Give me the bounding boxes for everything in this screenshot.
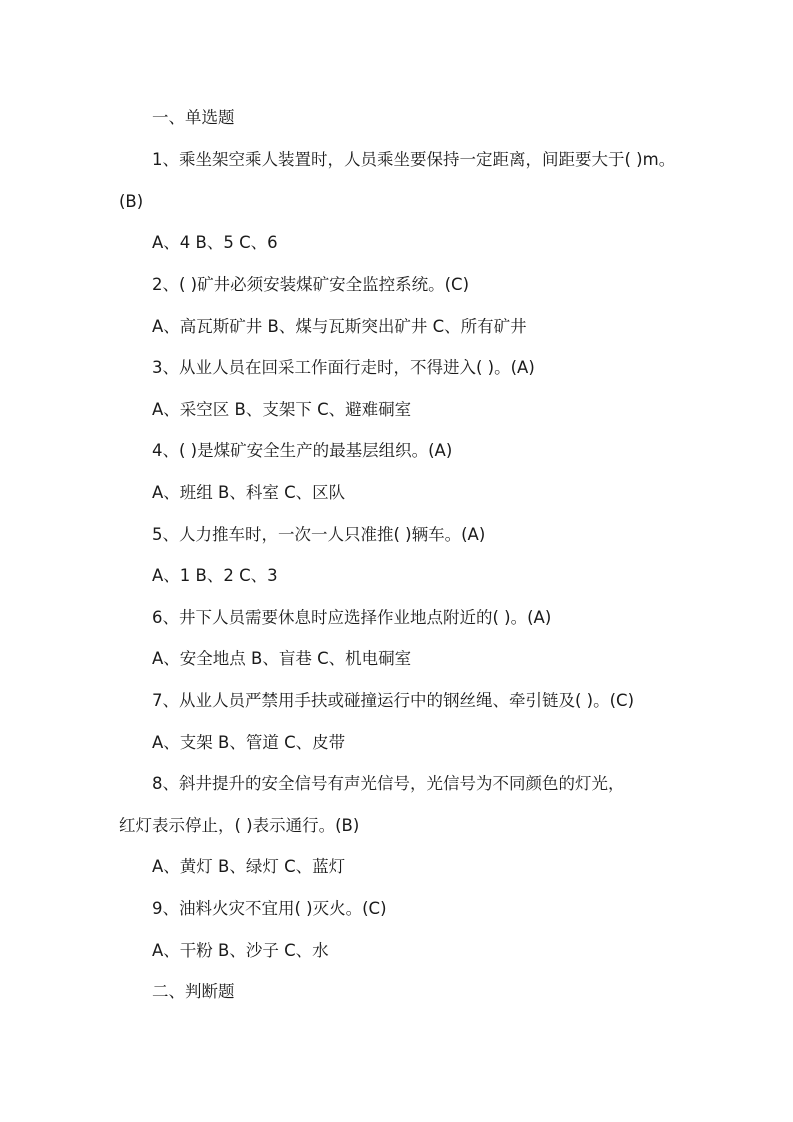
question-9: 9、油料火灾不宜用( )灭火。(C) [152,899,387,918]
question-1-options: A、4 B、5 C、6 [152,233,278,252]
question-8: 8、斜井提升的安全信号有声光信号，光信号为不同颜色的灯光， [152,774,625,793]
question-9-options: A、干粉 B、沙子 C、水 [152,941,329,960]
question-1-answer: (B) [119,192,144,211]
question-1: 1、乘坐架空乘人装置时，人员乘坐要保持一定距离，间距要大于( )m。 [152,150,676,169]
section-heading-true-false: 二、判断题 [152,982,235,1001]
question-8-options: A、黄灯 B、绿灯 C、蓝灯 [152,857,346,876]
question-5: 5、人力推车时，一次一人只准推( )辆车。(A) [152,525,486,544]
question-6-options: A、安全地点 B、盲巷 C、机电硐室 [152,649,412,668]
question-3: 3、从业人员在回采工作面行走时，不得进入( )。(A) [152,358,535,377]
question-5-options: A、1 B、2 C、3 [152,566,278,585]
question-6: 6、井下人员需要休息时应选择作业地点附近的( )。(A) [152,608,552,627]
question-7: 7、从业人员严禁用手扶或碰撞运行中的钢丝绳、牵引链及( )。(C) [152,691,635,710]
question-4-options: A、班组 B、科室 C、区队 [152,483,346,502]
question-8-continuation: 红灯表示停止，( )表示通行。(B) [119,816,360,835]
question-3-options: A、采空区 B、支架下 C、避难硐室 [152,400,412,419]
question-7-options: A、支架 B、管道 C、皮带 [152,733,346,752]
section-heading-single-choice: 一、单选题 [152,108,235,127]
question-4: 4、( )是煤矿安全生产的最基层组织。(A) [152,441,453,460]
question-2-options: A、高瓦斯矿井 B、煤与瓦斯突出矿井 C、所有矿井 [152,317,527,336]
question-2: 2、( )矿井必须安装煤矿安全监控系统。(C) [152,275,470,294]
